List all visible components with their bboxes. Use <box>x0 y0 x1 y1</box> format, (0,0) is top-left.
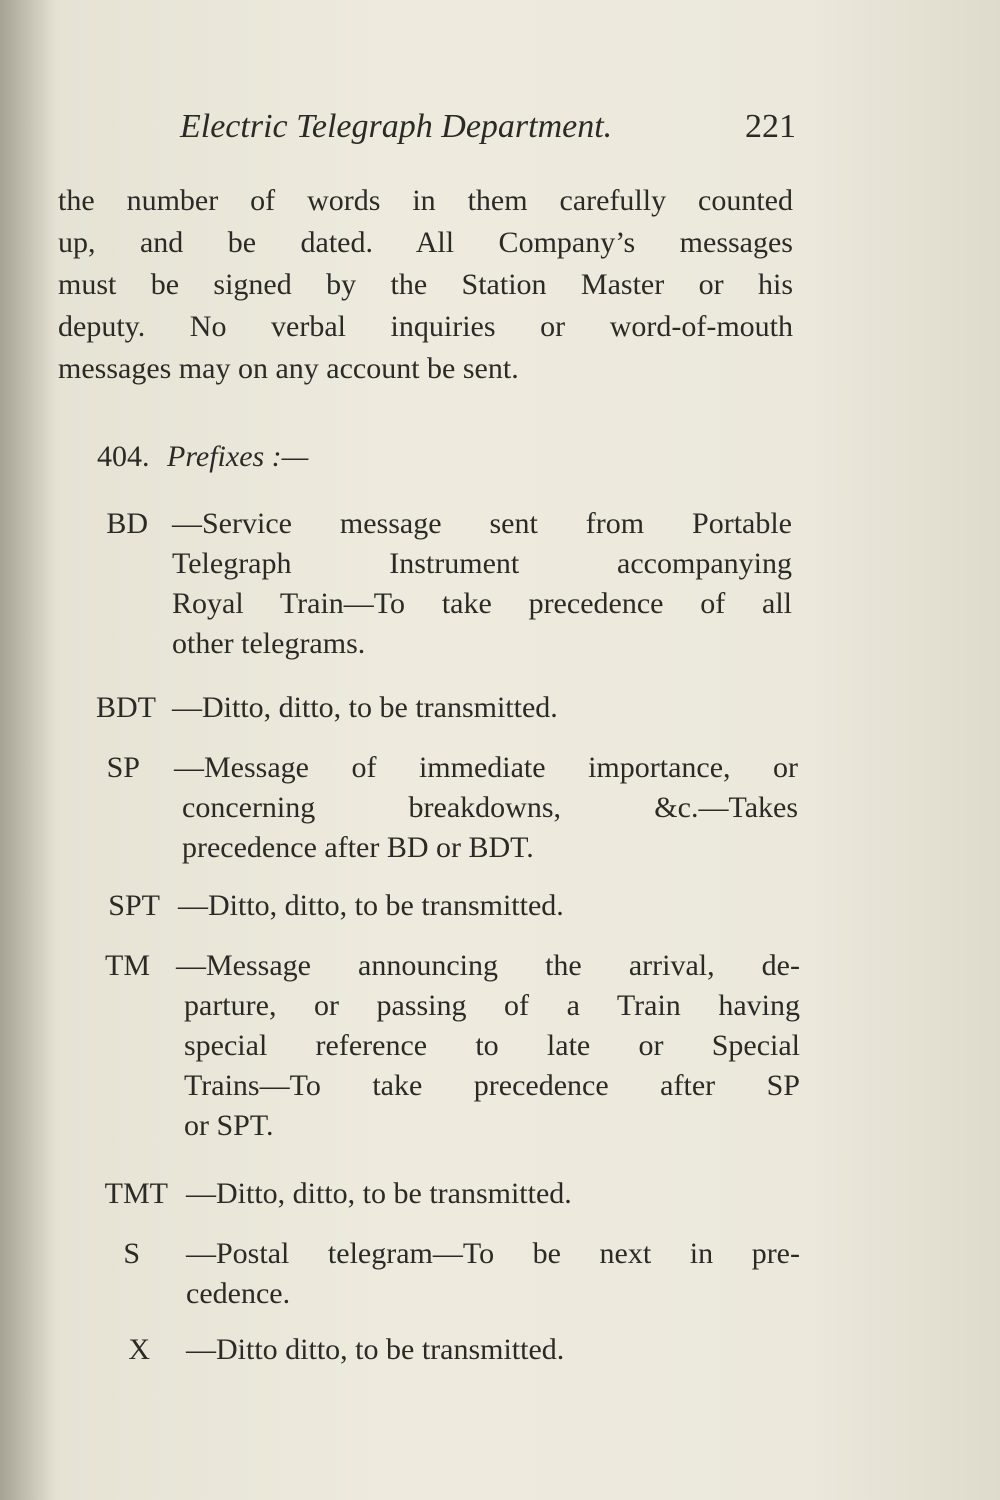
section-number: 404. <box>97 440 150 473</box>
running-title: Electric Telegraph Department. <box>180 108 613 145</box>
prefix-description <box>186 1234 800 1314</box>
prefix-code: SP <box>106 751 140 784</box>
description-line: or SPT. <box>184 1109 274 1142</box>
prefix-entry-bd <box>0 504 1000 674</box>
prefix-code: TMT <box>104 1177 168 1210</box>
description-line: —Ditto ditto, to be transmitted. <box>186 1333 565 1366</box>
prefix-entry-tmt <box>0 1174 1000 1218</box>
description-line: precedence after BD or BDT. <box>182 831 534 864</box>
prefix-entry-s <box>0 1234 1000 1324</box>
prefix-code: SPT <box>108 889 160 922</box>
description-line: parture, or passing of a Train having <box>184 989 800 1022</box>
description-line: Telegraph Instrument accompanying <box>172 547 792 580</box>
paragraph-line: deputy. No verbal inquiries or word-of-mouth <box>58 310 793 343</box>
description-line: special reference to late or Special <box>184 1029 800 1062</box>
prefix-description <box>172 688 792 728</box>
prefix-entry-spt <box>0 886 1000 930</box>
prefix-description <box>178 886 798 926</box>
description-line: —Ditto, ditto, to be transmitted. <box>172 691 558 724</box>
section-label: Prefixes :— <box>167 440 309 473</box>
intro-paragraph <box>58 180 793 390</box>
description-line: cedence. <box>186 1277 291 1310</box>
description-line: Royal Train—To take precedence of all <box>172 587 792 620</box>
paragraph-line: messages may on any account be sent. <box>58 352 519 385</box>
prefix-code: S <box>123 1237 140 1270</box>
section-heading <box>97 440 308 474</box>
description-line: —Ditto, ditto, to be transmitted. <box>178 889 564 922</box>
prefix-code: X <box>128 1333 150 1366</box>
description-line: —Message announcing the arrival, de- <box>176 949 800 982</box>
prefix-description <box>174 748 798 868</box>
prefix-description <box>186 1174 806 1214</box>
running-header <box>180 108 800 148</box>
prefix-code: BD <box>106 507 148 540</box>
prefix-description <box>186 1330 806 1370</box>
prefix-description <box>172 504 792 664</box>
prefix-entry-sp <box>0 748 1000 878</box>
description-line: —Service message sent from Portable <box>172 507 792 540</box>
prefix-entry-tm <box>0 946 1000 1156</box>
description-line: concerning breakdowns, &c.—Takes <box>182 791 798 824</box>
description-line: —Ditto, ditto, to be transmitted. <box>186 1177 572 1210</box>
description-line: —Postal telegram—To be next in pre- <box>186 1237 800 1270</box>
page-number: 221 <box>745 108 796 145</box>
paragraph-line: up, and be dated. All Company’s messages <box>58 226 793 259</box>
paragraph-line: must be signed by the Station Master or his <box>58 268 793 301</box>
description-line: —Message of immediate importance, or <box>174 751 798 784</box>
description-line: Trains—To take precedence after SP <box>184 1069 800 1102</box>
paragraph-line: the number of words in them carefully counted <box>58 184 793 217</box>
prefix-description <box>176 946 800 1146</box>
prefix-code: BDT <box>96 691 156 724</box>
prefix-entry-x <box>0 1330 1000 1374</box>
description-line: other telegrams. <box>172 627 366 660</box>
prefix-entry-bdt <box>0 688 1000 732</box>
prefix-code: TM <box>105 949 150 982</box>
